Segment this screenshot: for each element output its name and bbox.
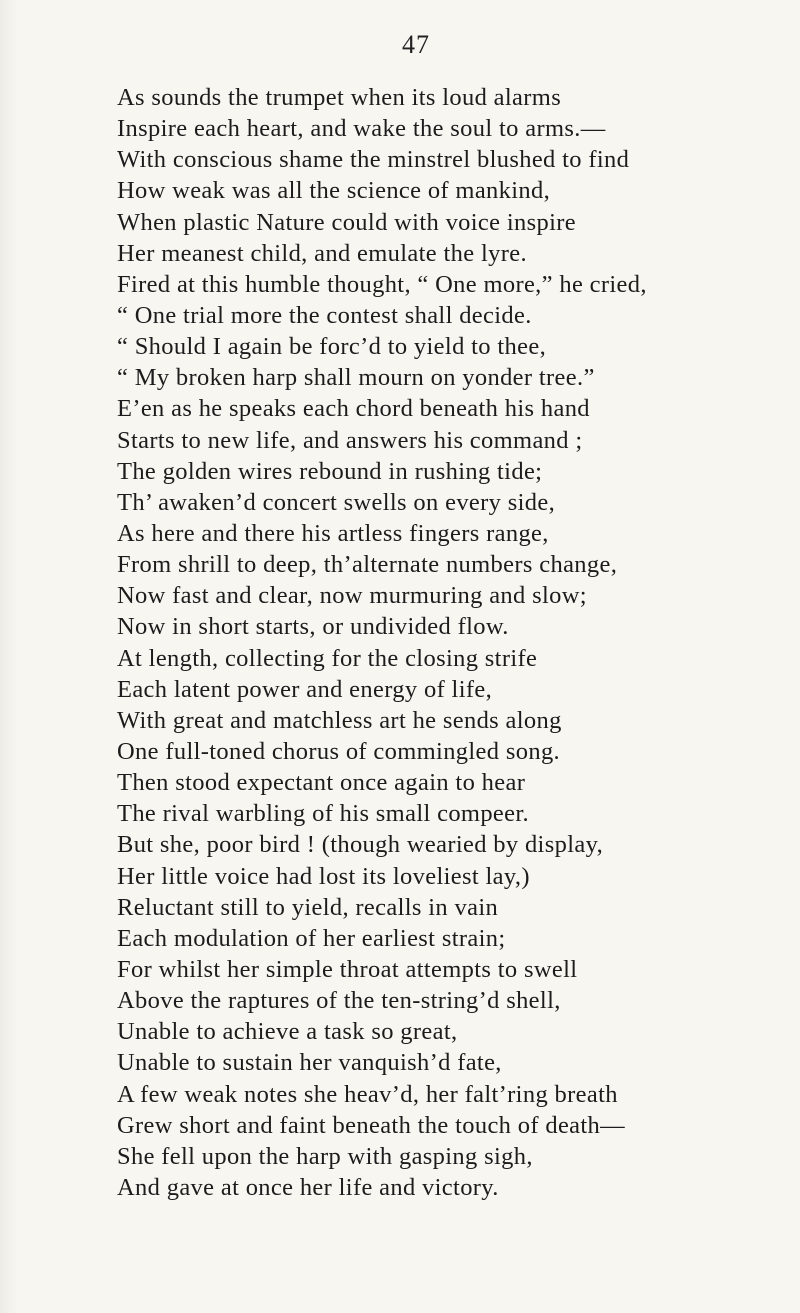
poem-line: She fell upon the harp with gasping sigh,	[117, 1142, 533, 1170]
poem-line: As here and there his artless fingers range,	[117, 519, 549, 547]
poem-line: “ My broken harp shall mourn on yonder tree.”	[117, 364, 595, 392]
poem-line: Now in short starts, or undivided flow.	[117, 613, 509, 641]
poem-line: The golden wires rebound in rushing tide;	[117, 457, 543, 485]
poem-line: Her meanest child, and emulate the lyre.	[117, 239, 527, 267]
poem-line: One full-toned chorus of commingled song.	[117, 737, 561, 765]
poem-line: Fired at this humble thought, “ One more,” he cried,	[117, 270, 647, 298]
poem-line: At length, collecting for the closing strife	[117, 644, 538, 672]
poem-line: Then stood expectant once again to hear	[117, 769, 526, 797]
poem-line: Above the raptures of the ten-string’d shell,	[117, 987, 561, 1015]
poem-line: Inspire each heart, and wake the soul to arms.—	[117, 115, 606, 143]
poem-line: E’en as he speaks each chord beneath his hand	[117, 395, 590, 423]
poem-line: How weak was all the science of mankind,	[117, 177, 551, 205]
poem-line: From shrill to deep, th’alternate numbers change,	[117, 551, 618, 579]
poem-line: Starts to new life, and answers his command ;	[117, 426, 583, 454]
poem-line: And gave at once her life and victory.	[117, 1173, 499, 1201]
page-binding-shadow	[0, 0, 18, 1313]
poem-text	[117, 82, 797, 1203]
page-number: 47	[402, 30, 430, 59]
poem-line: Unable to achieve a task so great,	[117, 1018, 458, 1046]
poem-line: Th’ awaken’d concert swells on every side,	[117, 488, 556, 516]
poem-line: Each modulation of her earliest strain;	[117, 924, 506, 952]
poem-line: Each latent power and energy of life,	[117, 675, 493, 703]
poem-line: Unable to sustain her vanquish’d fate,	[117, 1049, 502, 1077]
poem-line: As sounds the trumpet when its loud alarms	[117, 84, 562, 111]
poem-line: Reluctant still to yield, recalls in vain	[117, 893, 499, 921]
poem-line: A few weak notes she heav’d, her falt’ring breath	[117, 1080, 618, 1108]
poem-line: Her little voice had lost its loveliest lay,)	[117, 862, 530, 890]
poem-line: With conscious shame the minstrel blushed to find	[117, 146, 630, 174]
poem-line: Now fast and clear, now murmuring and slow;	[117, 582, 587, 610]
poem-line: Grew short and faint beneath the touch of death—	[117, 1111, 625, 1139]
poem-line: With great and matchless art he sends along	[117, 706, 562, 734]
poem-line: The rival warbling of his small compeer.	[117, 800, 530, 828]
poem-line: “ One trial more the contest shall decide.	[117, 301, 532, 329]
poem-line: For whilst her simple throat attempts to swell	[117, 955, 578, 983]
poem-line: “ Should I again be forc’d to yield to thee,	[117, 333, 547, 361]
poem-line: When plastic Nature could with voice inspire	[117, 208, 576, 236]
poem-line: But she, poor bird ! (though wearied by display,	[117, 831, 604, 859]
